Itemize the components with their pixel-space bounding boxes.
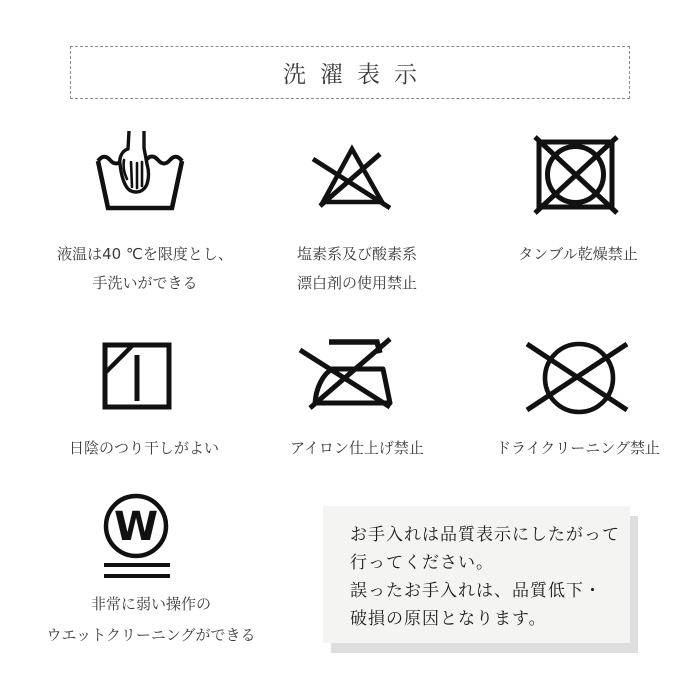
caption-line: 漂白剤の使用禁止 (296, 274, 417, 292)
note-line: 誤ったお手入れは、品質低下・ (350, 581, 602, 601)
no-bleach-icon (310, 143, 394, 213)
no-tumble-dry-icon (534, 136, 618, 214)
caption-line: ウエットクリーニングができる (46, 626, 256, 644)
caption-line: 液温は40 ℃を限度とし、 (57, 245, 233, 263)
caption-line: アイロン仕上げ禁止 (290, 439, 424, 457)
no-iron-icon (297, 336, 397, 414)
caption-line: タンブル乾燥禁止 (518, 245, 638, 263)
caption-line: 日陰のつり干しがよい (68, 439, 219, 457)
hand-wash-icon (90, 128, 190, 218)
caption-no-tumble-dry (438, 240, 700, 269)
gentle-wet-cleaning-icon (99, 488, 175, 580)
caption-no-dry-cleaning (438, 434, 700, 463)
wet-cleaning-letter: W (113, 504, 159, 550)
page-title: 洗濯表示 (283, 62, 431, 88)
caption-gentle-wet-cleaning (11, 589, 291, 651)
caption-line: 手洗いができる (92, 274, 198, 292)
caption-line: 非常に弱い操作の (90, 595, 211, 613)
title-box (70, 46, 630, 99)
shade-hang-dry-icon (100, 340, 174, 414)
no-dry-cleaning-icon (523, 338, 635, 414)
caption-line: 塩素系及び酸素系 (296, 245, 417, 263)
note-line: 行ってください。 (350, 553, 494, 573)
caption-line: ドライクリーニング禁止 (496, 439, 660, 457)
note-line: お手入れは品質表示にしたがって (350, 525, 620, 545)
note-line: 破損の原因となります。 (350, 609, 547, 629)
care-note-box (323, 506, 630, 643)
